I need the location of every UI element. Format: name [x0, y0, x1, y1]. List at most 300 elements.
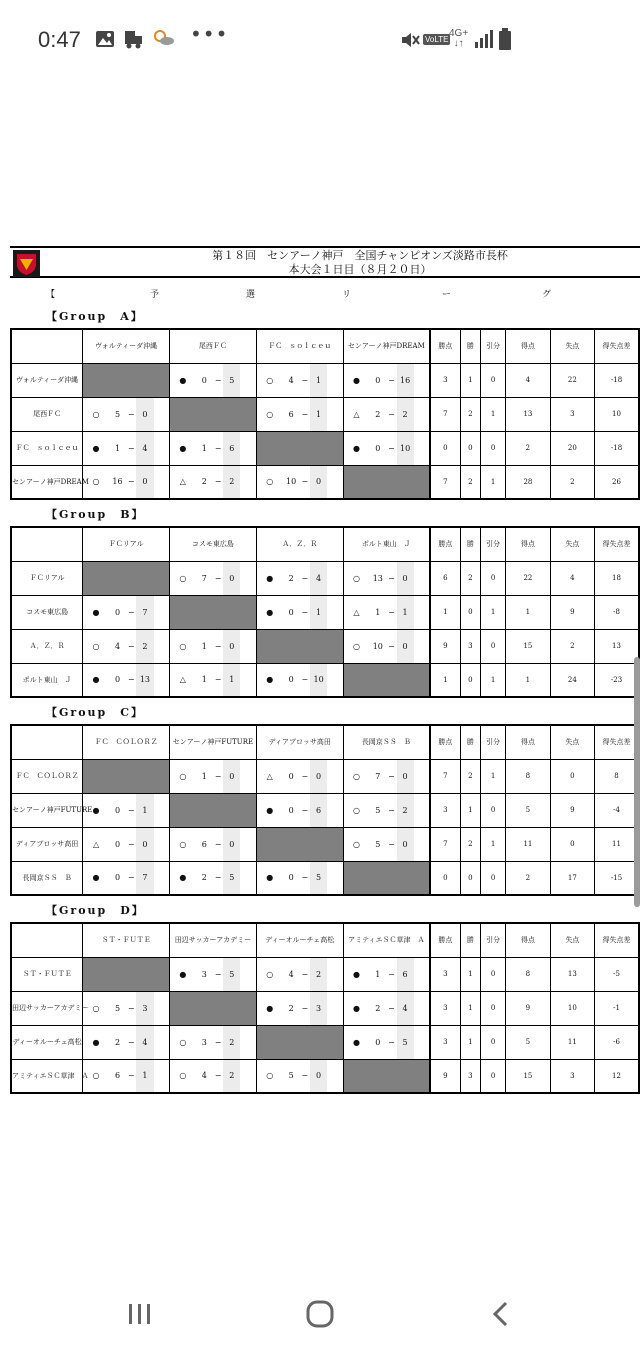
result-mark: ● [266, 873, 274, 883]
recent-apps-button[interactable] [110, 1294, 170, 1334]
result-mark: ● [266, 573, 274, 583]
match-result [344, 398, 429, 431]
score-dash: − [388, 969, 395, 979]
team-column-header: 長岡京ＳＳ Ｂ [343, 725, 430, 759]
blocked-cell [83, 957, 170, 991]
corner-cell [11, 725, 83, 759]
group-label: 【Group D】 [46, 904, 145, 917]
table-row [11, 991, 639, 1025]
table-row [11, 363, 639, 397]
result-mark: ○ [266, 969, 274, 979]
stat-cell: 11 [595, 827, 639, 861]
match-result [170, 432, 256, 465]
match-result-cell [170, 861, 257, 895]
stat-column-header: 勝 [460, 329, 480, 363]
match-result-cell [83, 431, 170, 465]
team-row-header: ＳＴ・ＦＵＴＥ [11, 957, 83, 991]
match-result [170, 364, 256, 397]
score-for: 6 [114, 1071, 121, 1081]
blocked-cell [343, 861, 430, 895]
back-button[interactable] [470, 1294, 530, 1334]
score-dash: − [301, 1003, 309, 1013]
match-result [257, 794, 343, 827]
score-for: 3 [201, 969, 207, 979]
stat-cell: 0 [460, 595, 480, 629]
group-table [10, 328, 640, 500]
match-result [257, 862, 343, 895]
score-against: 0 [397, 828, 414, 861]
score-for: 13 [372, 573, 383, 583]
result-mark: ● [92, 1037, 100, 1047]
result-mark: ○ [92, 641, 100, 651]
score-dash: − [301, 477, 309, 487]
stat-cell: -5 [595, 957, 639, 991]
stat-cell: -18 [595, 363, 639, 397]
stat-cell: 1 [506, 595, 550, 629]
stat-cell: 1 [480, 465, 505, 499]
match-result-cell [170, 759, 257, 793]
stat-cell: 22 [506, 561, 550, 595]
stat-cell: 0 [480, 957, 505, 991]
score-against: 6 [310, 794, 327, 827]
result-mark: ○ [92, 409, 100, 419]
score-for: 2 [114, 1037, 121, 1047]
prelim-label-char: グ [542, 290, 552, 300]
status-time: 0:47 [38, 27, 81, 52]
stat-cell: 2 [550, 465, 594, 499]
match-result [83, 664, 169, 697]
team-row-header: ヴォルティーダ沖縄 [11, 363, 83, 397]
stat-cell: 7 [430, 465, 460, 499]
stat-cell: 1 [460, 991, 480, 1025]
team-row-header: アミティエＳＣ草津 Ａ [11, 1059, 83, 1093]
result-mark: ● [266, 675, 274, 685]
table-row [11, 793, 639, 827]
score-dash: − [388, 443, 395, 453]
stat-cell: 15 [506, 1059, 550, 1093]
result-mark: ● [92, 675, 100, 685]
match-result-cell [83, 629, 170, 663]
result-mark: ○ [179, 641, 187, 651]
stat-column-header: 勝点 [430, 329, 460, 363]
table-row [11, 861, 639, 895]
score-against: 5 [310, 862, 327, 895]
score-for: 0 [375, 1037, 381, 1047]
stat-column-header: 得失点差 [595, 527, 639, 561]
match-result [83, 596, 169, 629]
stat-cell: 0 [480, 861, 505, 895]
match-result-cell [170, 363, 257, 397]
stat-cell: 11 [550, 1025, 594, 1059]
stat-cell: 3 [430, 957, 460, 991]
score-for: 2 [201, 477, 207, 487]
stat-cell: 9 [550, 793, 594, 827]
match-result [344, 364, 429, 397]
match-result [344, 596, 429, 629]
score-against: 1 [397, 596, 414, 629]
score-for: 0 [114, 675, 121, 685]
stat-cell: 1 [480, 827, 505, 861]
weather-icon [152, 28, 176, 48]
stat-column-header: 勝点 [430, 527, 460, 561]
match-result [344, 432, 429, 465]
match-result-cell [256, 397, 343, 431]
stat-column-header: 得点 [506, 527, 550, 561]
score-against: 3 [136, 992, 153, 1025]
stat-cell: 0 [550, 827, 594, 861]
team-row-header: 田辺サッカーアカデミー [11, 991, 83, 1025]
blocked-cell [343, 465, 430, 499]
result-mark: ● [352, 375, 360, 385]
score-for: 10 [286, 477, 297, 487]
score-dash: − [214, 375, 222, 385]
stat-cell: 3 [430, 793, 460, 827]
result-mark: △ [266, 771, 273, 781]
match-result [257, 1060, 343, 1093]
stat-cell: 24 [550, 663, 594, 697]
truck-icon [123, 28, 145, 50]
score-dash: − [214, 443, 222, 453]
blocked-cell [343, 1059, 430, 1093]
score-dash: − [214, 873, 222, 883]
match-result [83, 862, 169, 895]
score-dash: − [388, 409, 395, 419]
match-result [83, 1026, 169, 1059]
score-for: 3 [201, 1037, 207, 1047]
score-dash: − [127, 1037, 135, 1047]
match-result [170, 630, 256, 663]
mute-icon [400, 30, 420, 50]
score-against: 2 [397, 398, 414, 431]
recent-apps-icon [127, 1302, 153, 1326]
match-result-cell [256, 759, 343, 793]
match-result-cell [256, 561, 343, 595]
table-row [11, 827, 639, 861]
blocked-cell [256, 1025, 343, 1059]
match-result-cell [83, 827, 170, 861]
result-mark: ● [92, 805, 100, 815]
score-dash: − [214, 969, 222, 979]
team-row-header: ディーオルーチェ高松 [11, 1025, 83, 1059]
stat-cell: 1 [480, 663, 505, 697]
match-result [83, 828, 169, 861]
match-result-cell [83, 663, 170, 697]
group-table [10, 526, 640, 698]
score-dash: − [301, 675, 309, 685]
stat-cell: 9 [550, 595, 594, 629]
score-for: 0 [114, 873, 121, 883]
result-mark: ○ [179, 839, 187, 849]
prelim-label-char: 【 [46, 290, 56, 300]
score-for: 5 [114, 1003, 121, 1013]
score-dash: − [127, 1003, 135, 1013]
score-against: 16 [397, 364, 414, 397]
team-column-header: コスモ東広島 [170, 527, 257, 561]
match-result [83, 992, 169, 1025]
match-result [170, 760, 256, 793]
score-against: 2 [223, 1060, 240, 1093]
match-result [344, 760, 429, 793]
score-for: 0 [375, 375, 381, 385]
stat-cell: 0 [480, 1059, 505, 1093]
stat-cell: 13 [595, 629, 639, 663]
match-result-cell [170, 1025, 257, 1059]
score-dash: − [214, 1071, 222, 1081]
match-result [344, 992, 429, 1025]
score-dash: − [388, 805, 395, 815]
match-result [83, 794, 169, 827]
score-for: 10 [372, 641, 383, 651]
corner-cell [11, 329, 83, 363]
stat-cell: 2 [460, 397, 480, 431]
score-dash: − [301, 607, 309, 617]
stat-cell: 7 [430, 397, 460, 431]
score-dash: − [388, 573, 395, 583]
result-mark: ○ [352, 805, 360, 815]
stat-column-header: 失点 [550, 923, 594, 957]
team-column-header: ＦＣ ＣＯＬＯＲＺ [83, 725, 170, 759]
result-mark: △ [179, 477, 186, 487]
match-result-cell [343, 595, 430, 629]
score-against: 4 [397, 992, 414, 1025]
score-dash: − [388, 641, 395, 651]
match-result [344, 958, 429, 991]
result-mark: ○ [352, 641, 360, 651]
stat-column-header: 得点 [506, 725, 550, 759]
score-dash: − [127, 641, 135, 651]
match-result-cell [83, 1025, 170, 1059]
score-dash: − [214, 573, 222, 583]
score-dash: − [127, 805, 135, 815]
score-against: 0 [397, 630, 414, 663]
result-mark: ○ [92, 1071, 100, 1081]
stat-column-header: 得失点差 [595, 725, 639, 759]
stat-cell: 6 [430, 561, 460, 595]
stat-cell: 7 [430, 827, 460, 861]
match-result [170, 466, 256, 499]
match-result-cell [256, 663, 343, 697]
score-for: 5 [375, 805, 381, 815]
score-for: 7 [201, 573, 207, 583]
stat-column-header: 勝 [460, 725, 480, 759]
score-for: 5 [375, 839, 381, 849]
score-for: 2 [201, 873, 207, 883]
document-title: 第１８回 センアーノ神戸 全国チャンピオンズ淡路市長杯 [212, 249, 508, 262]
stat-cell: 11 [506, 827, 550, 861]
score-for: 1 [201, 443, 207, 453]
blocked-cell [83, 561, 170, 595]
score-dash: − [127, 839, 135, 849]
stat-cell: 8 [595, 759, 639, 793]
stat-cell: 0 [480, 561, 505, 595]
stat-column-header: 引分 [480, 725, 505, 759]
result-mark: ○ [266, 1071, 274, 1081]
score-against: 6 [397, 958, 414, 991]
score-for: 0 [288, 805, 294, 815]
result-mark: ● [266, 805, 274, 815]
stat-cell: 10 [550, 991, 594, 1025]
result-mark: ○ [179, 771, 187, 781]
score-dash: − [301, 805, 309, 815]
stat-cell: 9 [430, 1059, 460, 1093]
team-row-header: センアーノ神戸FUTURE [11, 793, 83, 827]
result-mark: ○ [179, 1071, 187, 1081]
team-column-header: ＦＣ ｓｏｌｃｅｕ [256, 329, 343, 363]
stat-cell: 4 [506, 363, 550, 397]
stat-cell: 0 [430, 861, 460, 895]
match-result [170, 1060, 256, 1093]
stat-cell: 3 [550, 397, 594, 431]
stat-cell: -18 [595, 431, 639, 465]
score-for: 0 [288, 771, 294, 781]
result-mark: ● [352, 969, 360, 979]
stat-column-header: 勝 [460, 923, 480, 957]
result-mark: ○ [266, 409, 274, 419]
match-result-cell [83, 861, 170, 895]
table-row [11, 595, 639, 629]
team-row-header: Ａ．Ｚ．Ｒ [11, 629, 83, 663]
result-mark: ○ [92, 1003, 100, 1013]
stat-cell: 9 [506, 991, 550, 1025]
blocked-cell [170, 397, 257, 431]
score-for: 0 [288, 607, 294, 617]
stat-cell: 2 [506, 431, 550, 465]
match-result-cell [170, 629, 257, 663]
score-against: 0 [223, 828, 240, 861]
team-row-header: ディアブロッサ高田 [11, 827, 83, 861]
prelim-label-char: ー [442, 290, 452, 300]
volte-badge: VoLTE [425, 35, 449, 44]
score-against: 1 [310, 596, 327, 629]
stat-cell: -8 [595, 595, 639, 629]
stat-cell: 0 [480, 991, 505, 1025]
match-result-cell [343, 363, 430, 397]
stat-cell: 0 [480, 793, 505, 827]
result-mark: ○ [179, 573, 187, 583]
status-bar [0, 0, 640, 80]
stat-cell: 1 [430, 595, 460, 629]
score-against: 2 [136, 630, 153, 663]
score-against: 0 [310, 466, 327, 499]
match-result-cell [256, 957, 343, 991]
match-result-cell [343, 759, 430, 793]
document-header [10, 246, 640, 278]
table-row [11, 957, 639, 991]
score-against: 5 [223, 958, 240, 991]
stat-cell: 3 [460, 1059, 480, 1093]
score-dash: − [214, 839, 222, 849]
stat-cell: 26 [595, 465, 639, 499]
score-against: 2 [223, 466, 240, 499]
stat-cell: 20 [550, 431, 594, 465]
match-result-cell [343, 827, 430, 861]
stat-cell: 9 [430, 629, 460, 663]
table-row [11, 1059, 639, 1093]
match-result [344, 828, 429, 861]
match-result-cell [343, 1025, 430, 1059]
match-result [257, 664, 343, 697]
team-column-header: ヴォルティーダ沖縄 [83, 329, 170, 363]
score-dash: − [214, 641, 222, 651]
score-against: 1 [136, 794, 153, 827]
match-result [83, 630, 169, 663]
team-row-header: センアーノ神戸DREAM [11, 465, 83, 499]
score-for: 1 [201, 771, 207, 781]
score-dash: − [388, 839, 395, 849]
match-result [257, 398, 343, 431]
team-column-header: センアーノ神戸DREAM [343, 329, 430, 363]
tournament-logo-icon [13, 250, 40, 277]
score-for: 16 [112, 477, 123, 487]
match-result-cell [170, 1059, 257, 1093]
score-dash: − [214, 477, 222, 487]
stat-column-header: 引分 [480, 527, 505, 561]
score-against: 3 [310, 992, 327, 1025]
score-against: 0 [136, 398, 153, 431]
back-icon [490, 1300, 510, 1328]
match-result [344, 794, 429, 827]
more-notifications: ••• [190, 22, 229, 46]
table-row [11, 629, 639, 663]
score-for: 2 [375, 1003, 381, 1013]
stat-column-header: 引分 [480, 329, 505, 363]
score-dash: − [127, 443, 135, 453]
stat-column-header: 得失点差 [595, 923, 639, 957]
score-for: 1 [114, 443, 121, 453]
stat-cell: 0 [480, 363, 505, 397]
score-dash: − [301, 409, 309, 419]
score-against: 4 [136, 432, 153, 465]
stat-cell: 17 [550, 861, 594, 895]
score-against: 10 [310, 664, 327, 697]
score-for: 0 [114, 839, 121, 849]
image-icon [95, 30, 115, 48]
scrollbar[interactable] [634, 657, 640, 907]
stat-cell: 1 [460, 363, 480, 397]
group-label: 【Group B】 [46, 508, 145, 521]
score-dash: − [388, 1037, 395, 1047]
stat-cell: 3 [550, 1059, 594, 1093]
score-against: 0 [136, 466, 153, 499]
match-result [83, 432, 169, 465]
stat-column-header: 失点 [550, 527, 594, 561]
stat-cell: 13 [506, 397, 550, 431]
score-dash: − [388, 771, 395, 781]
blocked-cell [170, 793, 257, 827]
score-against: 5 [223, 862, 240, 895]
team-row-header: ポルト東山 Ｊ [11, 663, 83, 697]
result-mark: ○ [266, 375, 274, 385]
blocked-cell [343, 663, 430, 697]
network-type: 4G+ ↓↑ [449, 28, 469, 49]
match-result-cell [83, 595, 170, 629]
blocked-cell [256, 827, 343, 861]
score-for: 0 [288, 675, 294, 685]
stat-cell: 12 [595, 1059, 639, 1093]
score-dash: − [127, 873, 135, 883]
match-result [257, 562, 343, 595]
match-result [344, 630, 429, 663]
score-against: 2 [397, 794, 414, 827]
stat-cell: 1 [480, 397, 505, 431]
team-column-header: アミティエＳＣ草津 Ａ [343, 923, 430, 957]
stat-column-header: 得点 [506, 329, 550, 363]
home-button[interactable] [290, 1294, 350, 1334]
match-result-cell [256, 861, 343, 895]
result-mark: ● [92, 873, 100, 883]
table-row [11, 1025, 639, 1059]
prelim-label-char: リ [342, 290, 352, 300]
